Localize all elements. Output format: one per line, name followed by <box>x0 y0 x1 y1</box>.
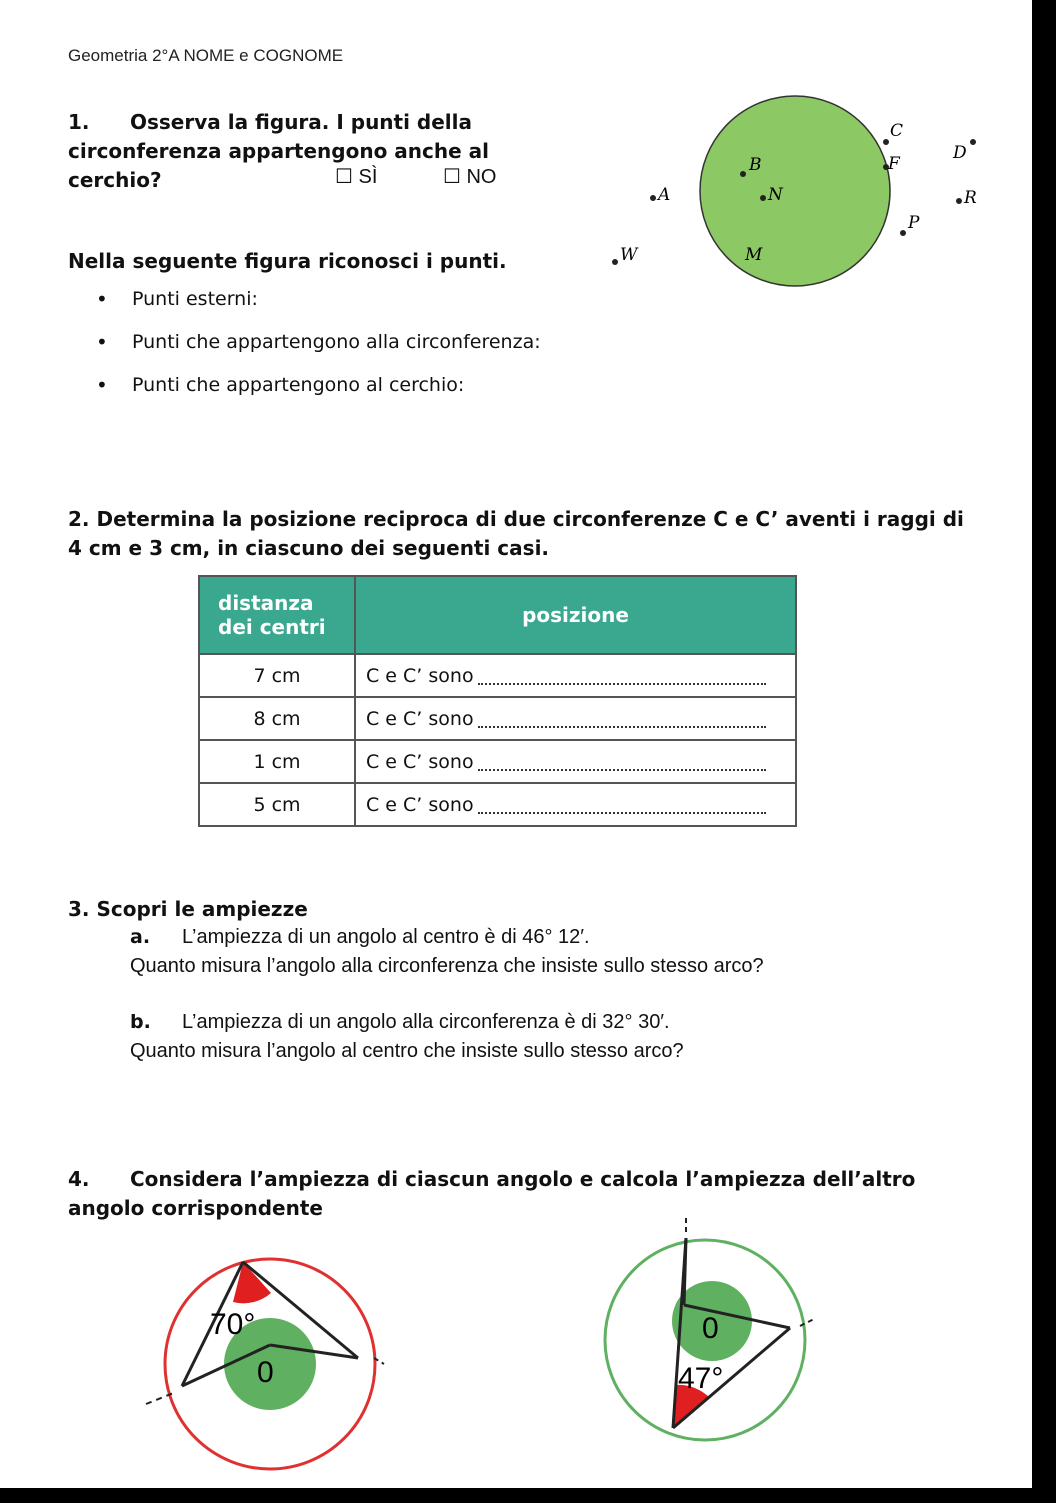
checkbox-yes[interactable]: ☐ SÌ <box>335 166 378 188</box>
question-3b-question: Quanto misura l’angolo al centro che insiste sullo stesso arco? <box>130 1040 684 1062</box>
point-label-M: M <box>745 245 763 265</box>
distance-cell: 1 cm <box>199 740 355 783</box>
item-text: L’ampiezza di un angolo alla circonferenza è di 32° 30′. <box>182 1011 670 1033</box>
item-label: a. <box>130 926 151 948</box>
item-label: b. <box>130 1011 151 1033</box>
point-label-F: F <box>888 154 900 174</box>
point-label-B: B <box>749 155 762 175</box>
answer-cell[interactable]: C e C’ sono <box>355 697 796 740</box>
worksheet-header: Geometria 2°A NOME e COGNOME <box>68 46 344 65</box>
question-number: 1. <box>68 110 90 134</box>
unknown-angle-label: 0 <box>702 1312 719 1345</box>
distance-cell: 8 cm <box>199 697 355 740</box>
point-label-C: C <box>890 121 904 141</box>
point-label-R: R <box>964 188 977 208</box>
distance-cell: 7 cm <box>199 654 355 697</box>
header-position: posizione <box>355 576 796 654</box>
item-text: L’ampiezza di un angolo al centro è di 46° 12′. <box>182 926 590 948</box>
bullet-disk-points: • Punti che appartengono al cerchio: <box>96 364 541 407</box>
point-label-W: W <box>620 245 638 265</box>
question-text: Considera l’ampiezza di ciascun angolo e calcola l’ampiezza dell’altro angolo corrispondente <box>68 1167 916 1220</box>
recognize-instruction: Nella seguente figura riconosci i punti. <box>68 249 507 273</box>
given-angle-label: 70° <box>210 1308 256 1341</box>
unknown-angle-label: 0 <box>257 1356 274 1389</box>
question-text: Osserva la figura. I punti della circonferenza appartengono anche al cerchio? <box>68 110 489 192</box>
question-3a-question: Quanto misura l’angolo alla circonferenza che insiste sullo stesso arco? <box>130 955 764 977</box>
given-angle-label: 47° <box>678 1362 724 1395</box>
bullet-circumference-points: • Punti che appartengono alla circonferenza: <box>96 321 541 364</box>
checkbox-no[interactable]: ☐ NO <box>442 166 497 188</box>
point-label-D: D <box>953 143 967 163</box>
question-number: 4. <box>68 1167 90 1191</box>
answer-cell[interactable]: C e C’ sono <box>355 654 796 697</box>
question-3-title: 3. Scopri le ampiezze <box>68 897 308 921</box>
point-label-A: A <box>658 185 671 205</box>
point-label-P: P <box>908 213 920 233</box>
header-distance: distanza dei centri <box>199 576 355 654</box>
answer-cell[interactable]: C e C’ sono <box>355 783 796 826</box>
answer-cell[interactable]: C e C’ sono <box>355 740 796 783</box>
bullet-external-points: • Punti esterni: <box>96 278 541 321</box>
distance-cell: 5 cm <box>199 783 355 826</box>
point-label-N: N <box>768 185 783 205</box>
question-2: 2. Determina la posizione reciproca di due circonferenze C e C’ aventi i raggi di 4 cm e 3 cm, in ciascuno dei seguenti casi. <box>68 507 964 560</box>
